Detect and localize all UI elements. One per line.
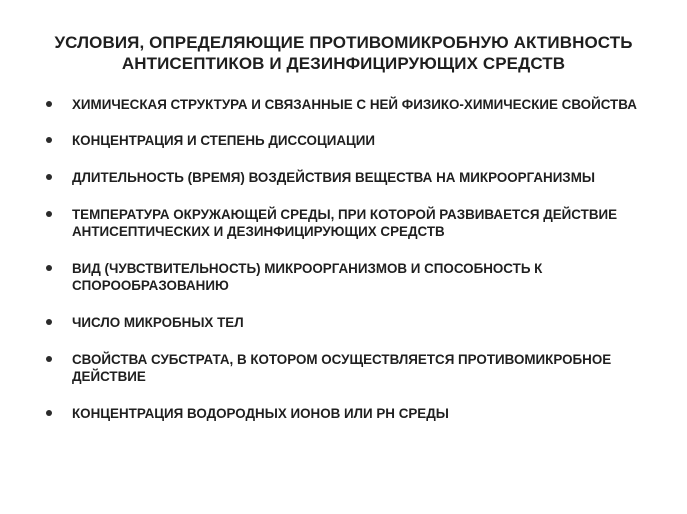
list-item-text: ЧИСЛО МИКРОБНЫХ ТЕЛ (72, 315, 244, 330)
list-item (46, 314, 656, 331)
slide-title-line-1: УСЛОВИЯ, ОПРЕДЕЛЯЮЩИЕ ПРОТИВОМИКРОБНУЮ АКТИВНОСТЬ (54, 33, 633, 52)
list-item (46, 260, 656, 294)
list-item-text: КОНЦЕНТРАЦИЯ ВОДОРОДНЫХ ИОНОВ ИЛИ РН СРЕДЫ (72, 406, 449, 421)
slide-title (40, 32, 647, 74)
list-item (46, 351, 656, 385)
slide-title-line-2: АНТИСЕПТИКОВ И ДЕЗИНФИЦИРУЮЩИХ СРЕДСТВ (121, 54, 566, 73)
list-item (46, 169, 656, 186)
bullet-icon (46, 174, 52, 180)
list-item (46, 405, 656, 422)
bullet-icon (46, 410, 52, 416)
list-item-text: ХИМИЧЕСКАЯ СТРУКТУРА И СВЯЗАННЫЕ С НЕЙ ФИЗИКО-ХИМИЧЕСКИЕ СВОЙСТВА (72, 97, 637, 112)
bullet-icon (46, 319, 52, 325)
bullet-list (46, 96, 656, 422)
bullet-icon (46, 101, 52, 107)
list-item-text: ДЛИТЕЛЬНОСТЬ (ВРЕМЯ) ВОЗДЕЙСТВИЯ ВЕЩЕСТВА НА МИКРООРГАНИЗМЫ (72, 170, 595, 185)
list-item-text: ВИД (ЧУВСТВИТЕЛЬНОСТЬ) МИКРООРГАНИЗМОВ И СПОСОБНОСТЬ К СПОРООБРАЗОВАНИЮ (72, 261, 543, 293)
bullet-icon (46, 211, 52, 217)
list-item-text: ТЕМПЕРАТУРА ОКРУЖАЮЩЕЙ СРЕДЫ, ПРИ КОТОРОЙ РАЗВИВАЕТСЯ ДЕЙСТВИЕ АНТИСЕПТИЧЕСКИХ И ДЕЗИНФИЦИРУЮЩИХ СРЕДСТВ (72, 207, 618, 239)
list-item-text: СВОЙСТВА СУБСТРАТА, В КОТОРОМ ОСУЩЕСТВЛЯЕТСЯ ПРОТИВОМИКРОБНОЕ ДЕЙСТВИЕ (72, 352, 612, 384)
list-item (46, 206, 656, 240)
list-item (46, 96, 656, 113)
list-item-text: КОНЦЕНТРАЦИЯ И СТЕПЕНЬ ДИССОЦИАЦИИ (72, 133, 376, 148)
bullet-icon (46, 265, 52, 271)
bullet-icon (46, 356, 52, 362)
list-item (46, 132, 656, 149)
bullet-icon (46, 137, 52, 143)
